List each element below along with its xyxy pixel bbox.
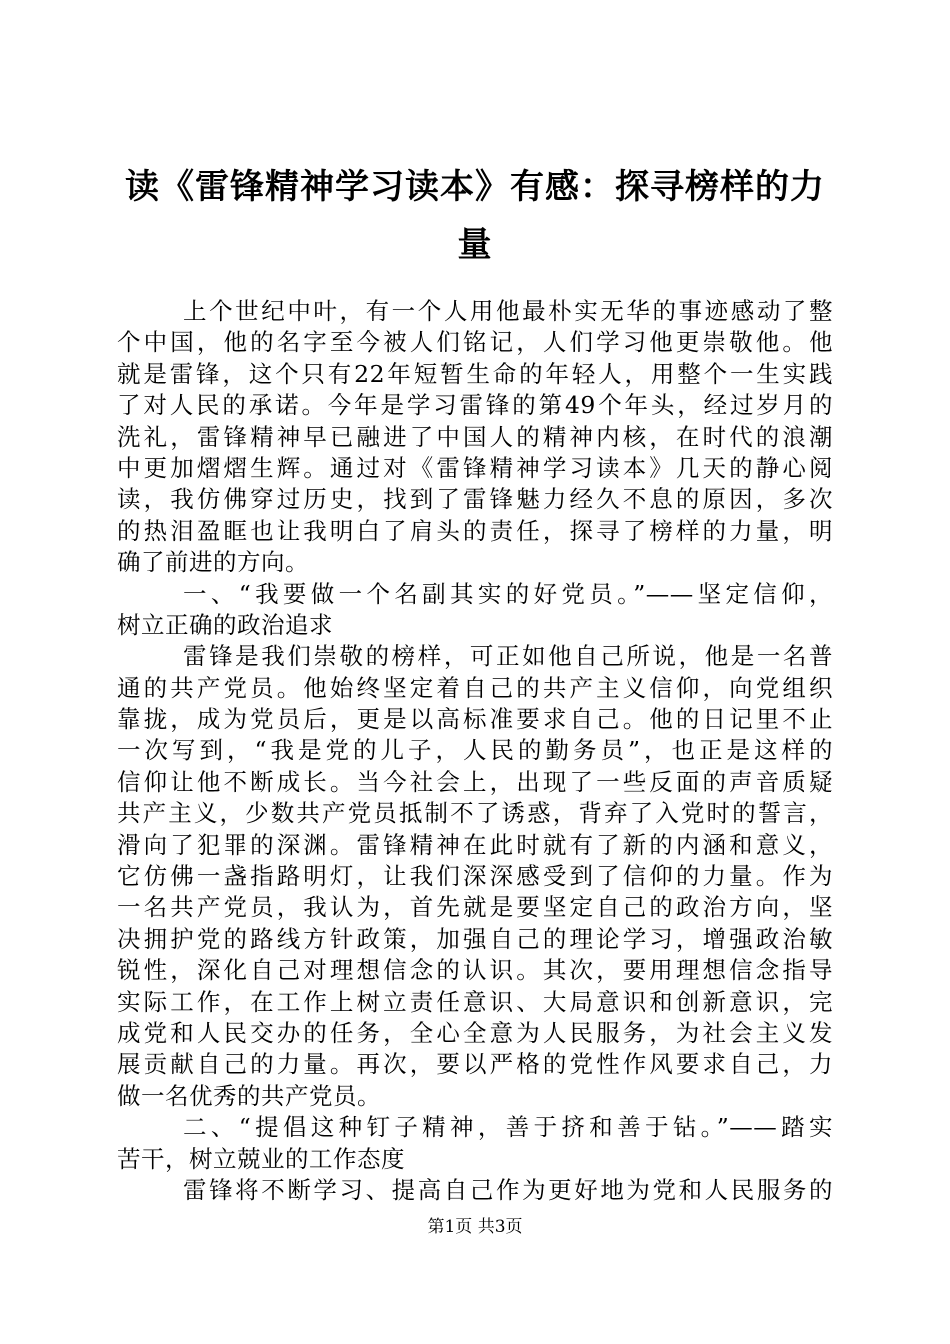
paragraph-line: 雷锋是我们崇敬的榜样，可正如他自己所说，他是一名普: [183, 642, 833, 671]
paragraph-line: 确了前进的方向。: [117, 548, 309, 577]
paragraph-line: 锐性，深化自己对理想信念的认识。其次，要用理想信念指导: [117, 956, 833, 985]
paragraph-line: 苦干，树立兢业的工作态度: [117, 1144, 405, 1173]
paragraph-line: 了对人民的承诺。今年是学习雷锋的第49个年头，经过岁月的: [117, 391, 833, 420]
document-body: [117, 296, 833, 1206]
paragraph: [117, 1112, 833, 1175]
paragraph-line: 它仿佛一盏指路明灯，让我们深深感受到了信仰的力量。作为: [117, 862, 833, 891]
paragraph-line: 上个世纪中叶，有一个人用他最朴实无华的事迹感动了整: [183, 297, 833, 325]
paragraph-line: 展贡献自己的力量。再次，要以严格的党性作风要求自己，力: [117, 1050, 833, 1079]
paragraph-line: 个中国，他的名字至今被人们铭记，人们学习他更崇敬他。他: [117, 328, 833, 357]
paragraph-line: 一、“我要做一个名副其实的好党员。”——坚定信仰，: [183, 579, 833, 608]
paragraph-line: 一次写到，“我是党的儿子，人民的勤务员”，也正是这样的: [117, 736, 833, 765]
paragraph: [117, 1175, 833, 1206]
paragraph-line: 就是雷锋，这个只有22年短暂生命的年轻人，用整个一生实践: [117, 359, 833, 388]
paragraph-line: 通的共产党员。他始终坚定着自己的共产主义信仰，向党组织: [117, 673, 833, 702]
paragraph-line: 实际工作，在工作上树立责任意识、大局意识和创新意识，完: [117, 987, 833, 1016]
paragraph-line: 一名共产党员，我认为，首先就是要坚定自己的政治方向，坚: [117, 893, 833, 922]
paragraph-line: 共产主义，少数共产党员抵制不了诱惑，背弃了入党时的誓言，: [117, 799, 833, 828]
paragraph-line: 读，我仿佛穿过历史，找到了雷锋魅力经久不息的原因，多次: [117, 485, 833, 514]
paragraph-line: 的热泪盈眶也让我明白了肩头的责任，探寻了榜样的力量，明: [117, 516, 833, 545]
paragraph-line: 洗礼，雷锋精神早已融进了中国人的精神内核，在时代的浪潮: [117, 422, 833, 451]
paragraph-line: 滑向了犯罪的深渊。雷锋精神在此时就有了新的内涵和意义，: [117, 830, 833, 859]
paragraph-line: 中更加熠熠生辉。通过对《雷锋精神学习读本》几天的静心阅: [117, 453, 833, 482]
paragraph-line: 信仰让他不断成长。当今社会上，出现了一些反面的声音质疑: [117, 767, 833, 796]
page-title: 读《雷锋精神学习读本》有感：探寻榜样的力量: [125, 167, 825, 265]
paragraph-line: 做一名优秀的共产党员。: [117, 1081, 381, 1110]
paragraph-line: 决拥护党的路线方针政策，加强自己的理论学习，增强政治敏: [117, 924, 833, 953]
paragraph-line: 树立正确的政治追求: [117, 610, 333, 639]
paragraph-line: 成党和人民交办的任务，全心全意为人民服务，为社会主义发: [117, 1018, 833, 1047]
page-footer: 第1页 共3页: [427, 1217, 523, 1237]
paragraph-line: 雷锋将不断学习、提高自己作为更好地为党和人民服务的: [183, 1175, 833, 1204]
paragraph: [117, 641, 833, 1112]
paragraph-line: 二、“提倡这种钉子精神，善于挤和善于钻。”——踏实: [183, 1113, 833, 1142]
paragraph: [117, 296, 833, 579]
paragraph: [117, 579, 833, 642]
paragraph-line: 靠拢，成为党员后，更是以高标准要求自己。他的日记里不止: [117, 705, 833, 734]
